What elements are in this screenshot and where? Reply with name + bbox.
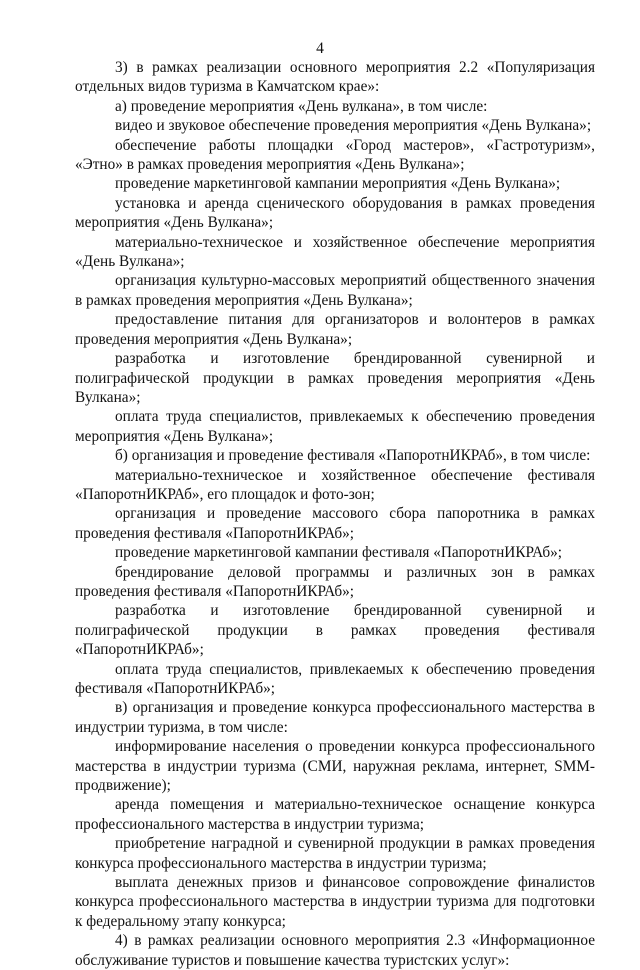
paragraph: информирование населения о проведении конкурса профессионального мастерства в индустрии туризма (СМИ, наружная реклама, интернет, SMM-продвижение); [75,738,595,795]
page-number: 4 [316,40,324,57]
paragraph: оплата труда специалистов, привлекаемых к обеспечению проведения фестиваля «ПапоротнИКРАб»; [75,660,595,697]
paragraph: обеспечение работы площадки «Город мастеров», «Гастротуризм», «Этно» в рамках проведения мероприятия «День Вулкана»; [75,136,595,174]
paragraph: оплата труда специалистов, привлекаемых к обеспечению проведения мероприятия «День Вулкана»; [75,408,595,445]
paragraph: разработка и изготовление брендированной сувенирной и полиграфической продукции в рамках проведения фестиваля «ПапоротнИКРАб»; [75,602,595,659]
paragraph: выплата денежных призов и финансовое сопровождение финалистов конкурса профессионального мастерства в индустрии туризма для подготовки к федеральному этапу конкурса; [75,874,595,930]
paragraph: установка и аренда сценического оборудования в рамках проведения мероприятия «День Вулкана»; [75,194,595,232]
paragraph: организация культурно-массовых мероприятий общественного значения в рамках проведения мероприятия «День Вулкана»; [75,272,595,309]
paragraph: в) организация и проведение конкурса профессионального мастерства в индустрии туризма, в том числе: [75,699,595,736]
paragraph: видео и звуковое обеспечение проведения мероприятия «День Вулкана»; [115,117,592,135]
paragraph: организация и проведение массового сбора папоротника в рамках проведения фестиваля «ПапоротнИКРАб»; [75,505,595,542]
document-body [75,58,595,970]
paragraph: б) организация и проведение фестиваля «ПапоротнИКРАб», в том числе: [115,447,591,465]
paragraph: 4) в рамках реализации основного мероприятия 2.3 «Информационное обслуживание туристов и повышение качества туристских услуг»: [75,932,595,969]
paragraph: брендирование деловой программы и различных зон в рамках проведения фестиваля «ПапоротнИКРАб»; [75,563,595,600]
paragraph: разработка и изготовление брендированной сувенирной и полиграфической продукции в рамках проведения мероприятия «День Вулкана»; [75,350,595,406]
paragraph: а) проведение мероприятия «День вулкана», в том числе: [115,97,488,115]
paragraph: предоставление питания для организаторов и волонтеров в рамках проведения мероприятия «День Вулкана»; [75,311,595,348]
paragraph: приобретение наградной и сувенирной продукции в рамках проведения конкурса профессионального мастерства в индустрии туризма; [75,835,595,872]
paragraph: материально-техническое и хозяйственное обеспечение мероприятия «День Вулкана»; [75,233,595,271]
paragraph: проведение маркетинговой кампании мероприятия «День Вулкана»; [115,175,561,193]
paragraph: аренда помещения и материально-техническое оснащение конкурса профессионального мастерства в индустрии туризма; [75,796,595,833]
paragraph: проведение маркетинговой кампании фестиваля «ПапоротнИКРАб»; [115,544,563,562]
paragraph: 3) в рамках реализации основного мероприятия 2.2 «Популяризация отдельных видов туризма в Камчатском крае»: [75,59,595,96]
paragraph: материально-техническое и хозяйственное обеспечение фестиваля «ПапоротнИКРАб», его площадок и фото-зон; [75,466,595,503]
